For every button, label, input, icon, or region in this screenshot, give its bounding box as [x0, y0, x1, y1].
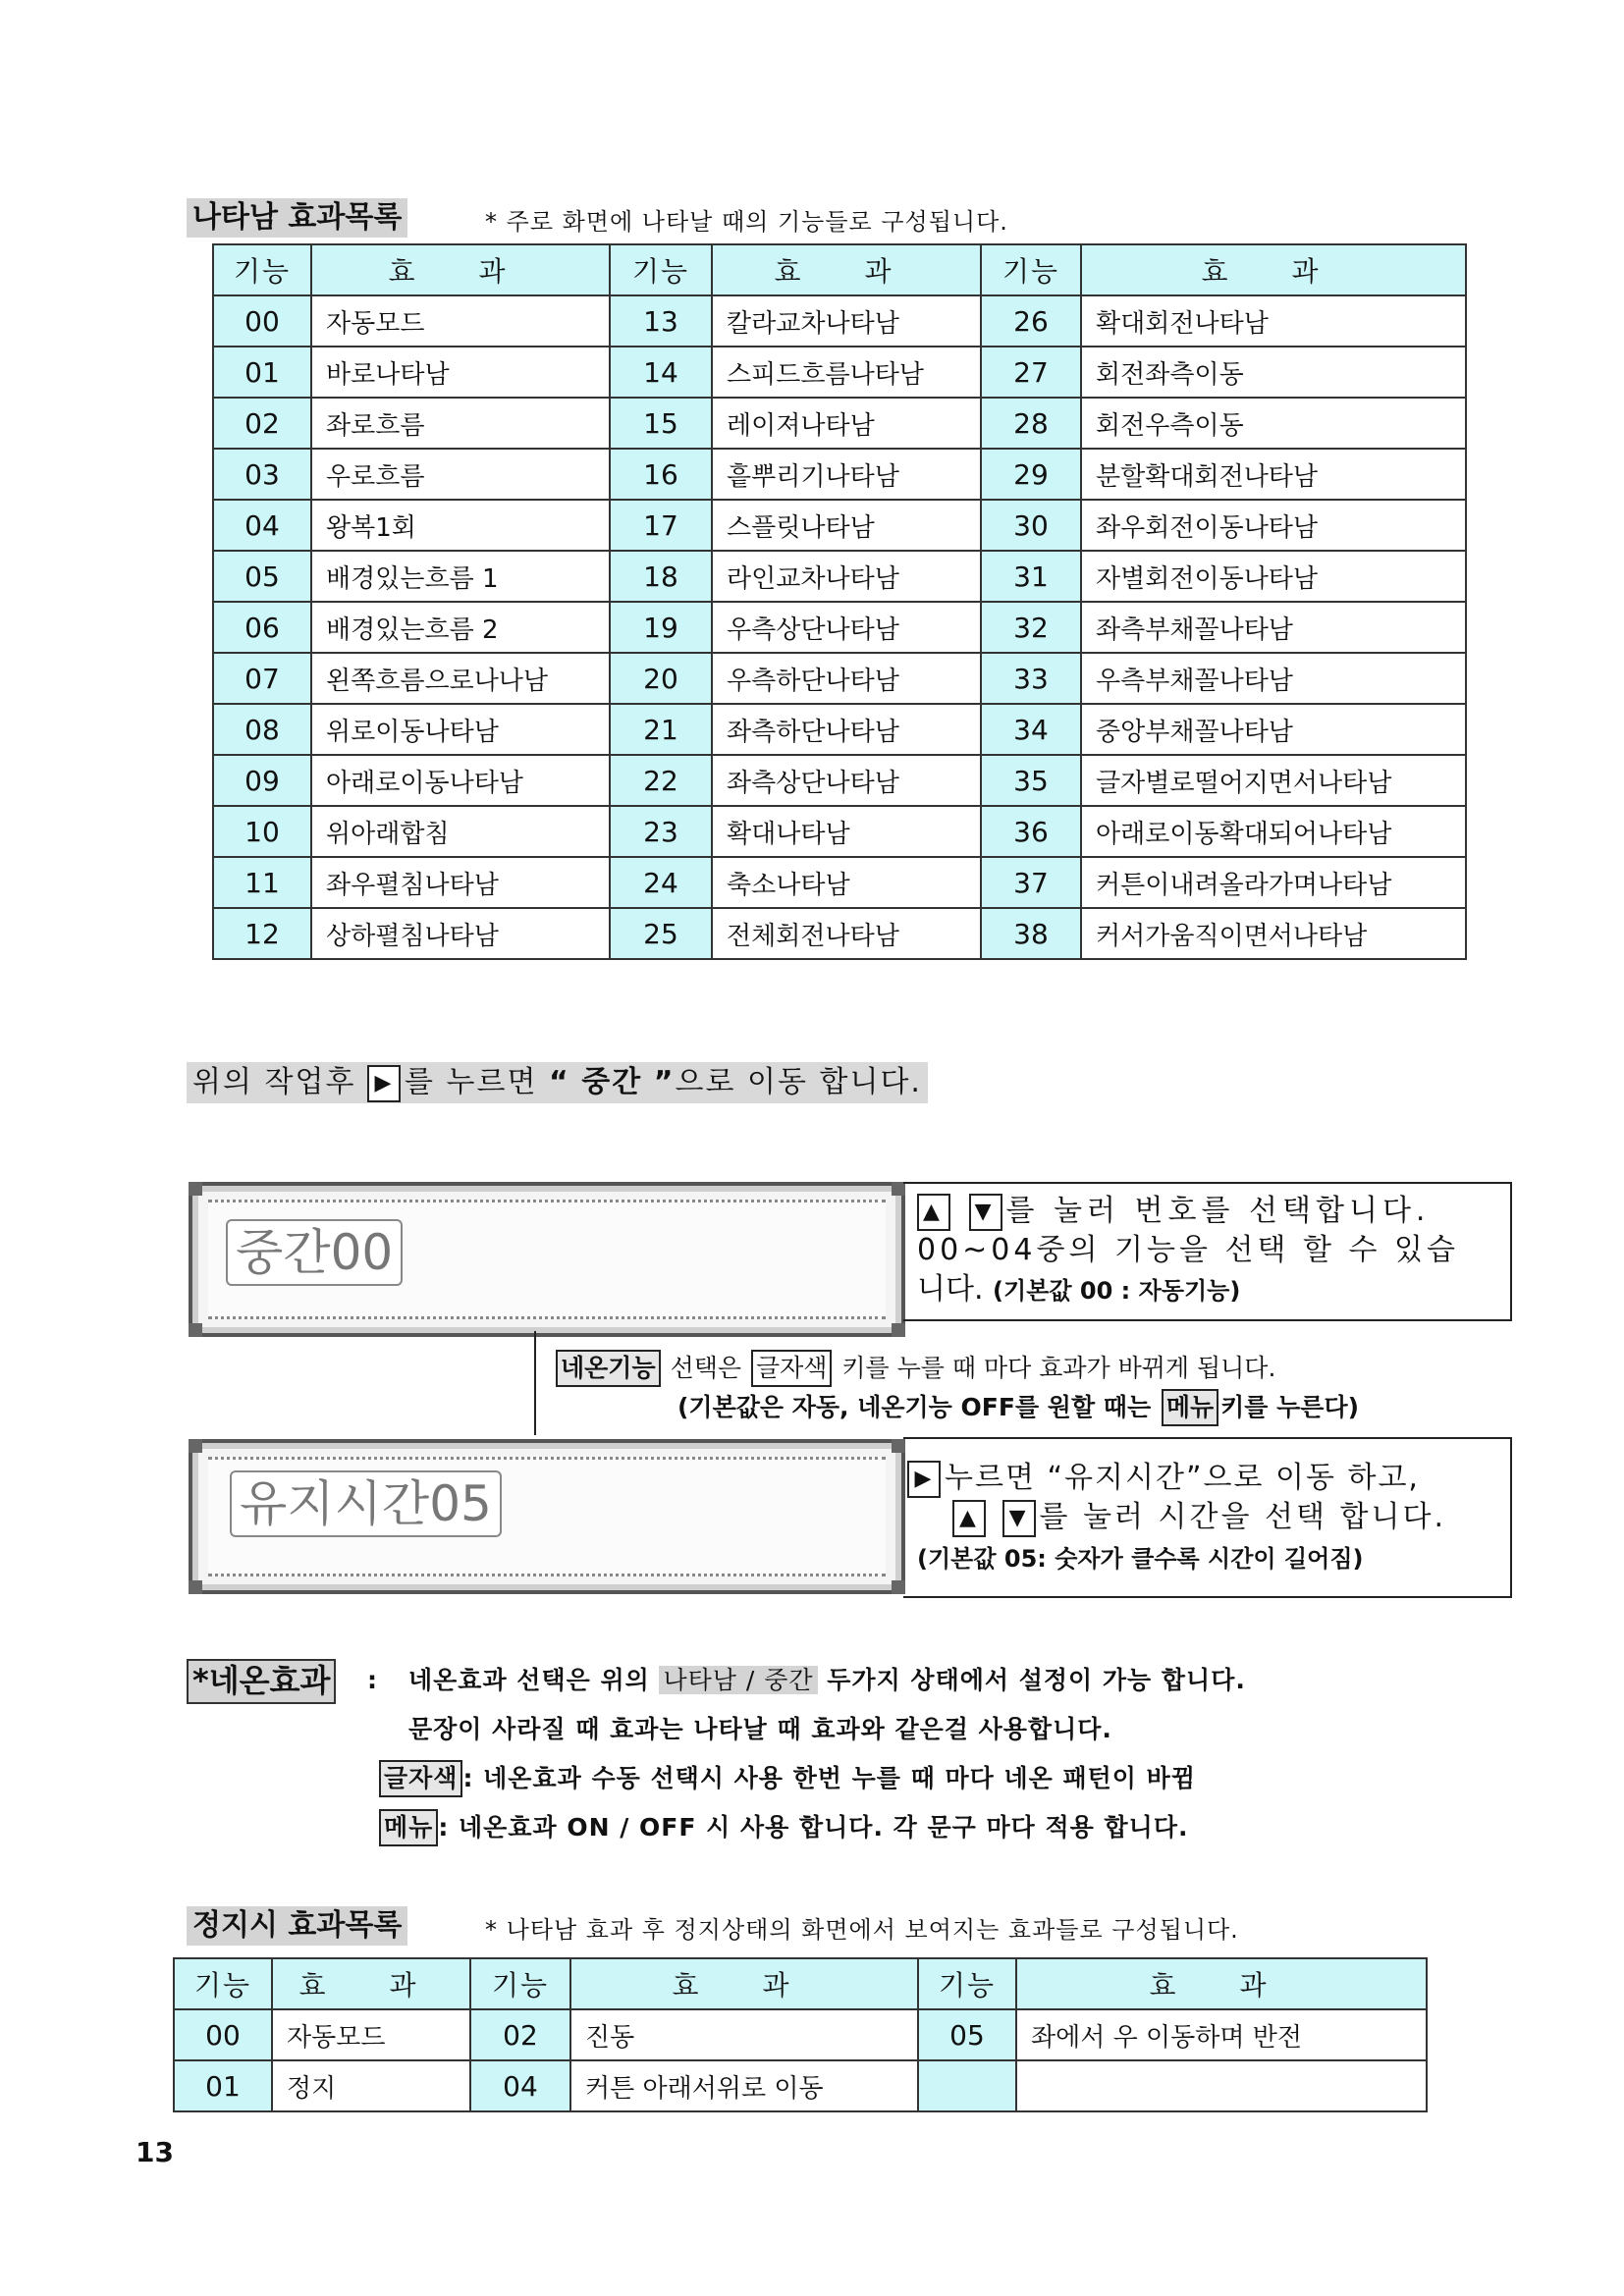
effect-name-cell: 왼쪽흐름으로나나남 — [311, 653, 610, 704]
effect-code-cell: 31 — [981, 551, 1081, 602]
header-effect: 효 과 — [272, 1958, 470, 2009]
effect-name-cell: 바로나타남 — [311, 347, 610, 398]
effect-name-cell: 커서가움직이면서나타남 — [1081, 908, 1466, 959]
panel2-desc-text2: 를 눌러 시간을 선택 합니다. — [1039, 1500, 1447, 1534]
hint-after: 를 누르면 — [404, 1065, 538, 1099]
effect-code-cell: 00 — [213, 295, 311, 347]
effect-code-cell: 13 — [610, 295, 712, 347]
table-row — [213, 653, 1466, 704]
menu-key: 메뉴 — [1162, 1389, 1218, 1426]
effect-name-cell: 좌측부채꼴나타남 — [1081, 602, 1466, 653]
connector-line — [534, 1331, 536, 1435]
hint-before: 위의 작업후 — [192, 1065, 356, 1099]
navigation-hint — [187, 1062, 928, 1103]
effect-code-cell: 02 — [470, 2009, 570, 2060]
display-panel-middle — [189, 1182, 905, 1337]
hint-quote-open: “ — [549, 1065, 570, 1099]
down-triangle-icon: ▼ — [1002, 1500, 1036, 1537]
effect-code-cell: 07 — [213, 653, 311, 704]
effect-name-cell: 스피드흐름나타남 — [712, 347, 981, 398]
table-row — [213, 449, 1466, 500]
header-code: 기능 — [213, 244, 311, 295]
neon-select-line2a: (기본값은 자동, 네온기능 OFF를 원할 때는 — [677, 1393, 1152, 1421]
effect-name-cell: 배경있는흐름 2 — [311, 602, 610, 653]
effect-code-cell: 19 — [610, 602, 712, 653]
appear-effects-table — [212, 243, 1467, 960]
header-effect: 효 과 — [311, 244, 610, 295]
menu-key: 메뉴 — [379, 1809, 438, 1846]
table-row — [213, 602, 1466, 653]
effect-code-cell: 24 — [610, 857, 712, 908]
effect-name-cell: 우측상단나타남 — [712, 602, 981, 653]
effect-name-cell: 확대회전나타남 — [1081, 295, 1466, 347]
effect-name-cell: 자별회전이동나타남 — [1081, 551, 1466, 602]
effect-name-cell: 위아래합침 — [311, 806, 610, 857]
effect-code-cell: 05 — [213, 551, 311, 602]
effect-code-cell: 35 — [981, 755, 1081, 806]
section1-title: 나타남 효과목록 — [187, 198, 407, 238]
up-triangle-icon: ▲ — [917, 1194, 950, 1231]
effect-name-cell: 좌에서 우 이동하며 반전 — [1016, 2009, 1427, 2060]
effect-name-cell: 정지 — [272, 2060, 470, 2111]
text-color-key: 글자색 — [751, 1350, 832, 1387]
header-code: 기능 — [981, 244, 1081, 295]
section1-note: * 주로 화면에 나타날 때의 기능들로 구성됩니다. — [485, 208, 1008, 236]
table-row — [213, 857, 1466, 908]
table-row — [213, 908, 1466, 959]
effect-code-cell: 11 — [213, 857, 311, 908]
table-row — [213, 398, 1466, 449]
effect-code-cell: 28 — [981, 398, 1081, 449]
panel1-desc-line2: 00~04중의 기능을 선택 할 수 있습 — [917, 1233, 1459, 1267]
effect-code-cell: 21 — [610, 704, 712, 755]
effect-name-cell: 회전우측이동 — [1081, 398, 1466, 449]
effect-name-cell: 우측부채꼴나타남 — [1081, 653, 1466, 704]
effect-code-cell: 34 — [981, 704, 1081, 755]
effect-name-cell: 진동 — [570, 2009, 918, 2060]
effect-name-cell: 배경있는흐름 1 — [311, 551, 610, 602]
effect-name-cell: 위로이동나타남 — [311, 704, 610, 755]
effect-code-cell: 33 — [981, 653, 1081, 704]
effect-code-cell: 10 — [213, 806, 311, 857]
effect-name-cell: 좌측상단나타남 — [712, 755, 981, 806]
neon-effect-states: 나타남 / 중간 — [659, 1666, 817, 1694]
effect-code-cell: 38 — [981, 908, 1081, 959]
effect-code-cell: 18 — [610, 551, 712, 602]
lcd-display-middle: 중간00 — [226, 1219, 403, 1286]
effect-code-cell: 02 — [213, 398, 311, 449]
effect-code-cell: 08 — [213, 704, 311, 755]
effect-name-cell: 전체회전나타남 — [712, 908, 981, 959]
effect-code-cell: 01 — [213, 347, 311, 398]
right-triangle-icon: ▶ — [907, 1461, 941, 1498]
hint-end: 으로 이동 합니다. — [675, 1065, 922, 1099]
effect-name-cell: 왕복1회 — [311, 500, 610, 551]
neon-select-line1 — [554, 1349, 1275, 1388]
table-row — [213, 551, 1466, 602]
effect-name-cell: 좌우펼침나타남 — [311, 857, 610, 908]
header-code: 기능 — [174, 1958, 272, 2009]
panel2-desc-line2 — [952, 1498, 1446, 1537]
effect-code-cell: 12 — [213, 908, 311, 959]
display-panel-hold-time — [189, 1439, 905, 1594]
page-number: 13 — [135, 2136, 174, 2168]
effect-name-cell: 우로흐름 — [311, 449, 610, 500]
table-header-row — [174, 1958, 1427, 2009]
effect-code-cell — [918, 2060, 1016, 2111]
effect-code-cell: 16 — [610, 449, 712, 500]
effect-name-cell — [1016, 2060, 1427, 2111]
panel1-default-value: (기본값 00 : 자동기능) — [993, 1277, 1241, 1305]
effect-code-cell: 23 — [610, 806, 712, 857]
effect-name-cell: 칼라교차나타남 — [712, 295, 981, 347]
effect-name-cell: 상하펼침나타남 — [311, 908, 610, 959]
section2-title: 정지시 효과목록 — [187, 1906, 407, 1946]
neon-effect-line4 — [379, 1808, 1188, 1847]
header-effect: 효 과 — [1081, 244, 1466, 295]
table-row — [213, 704, 1466, 755]
neon-function-key: 네온기능 — [556, 1350, 661, 1387]
table-row — [174, 2009, 1427, 2060]
neon-colon: : — [367, 1666, 378, 1694]
neon-effect-line2: 문장이 사라질 때 효과는 나타날 때 효과와 같은걸 사용합니다. — [408, 1715, 1112, 1743]
table-row — [213, 295, 1466, 347]
effect-code-cell: 14 — [610, 347, 712, 398]
neon-select-text2: 키를 누를 때 마다 효과가 바뀌게 됩니다. — [841, 1354, 1276, 1382]
header-code: 기능 — [918, 1958, 1016, 2009]
effect-name-cell: 분할확대회전나타남 — [1081, 449, 1466, 500]
neon-select-line2b: 키를 누른다) — [1220, 1393, 1360, 1421]
effect-name-cell: 글자별로떨어지면서나타남 — [1081, 755, 1466, 806]
effect-name-cell: 우측하단나타남 — [712, 653, 981, 704]
effect-name-cell: 좌우회전이동나타남 — [1081, 500, 1466, 551]
effect-code-cell: 30 — [981, 500, 1081, 551]
right-triangle-icon: ▶ — [367, 1065, 401, 1102]
effect-code-cell: 26 — [981, 295, 1081, 347]
effect-name-cell: 흩뿌리기나타남 — [712, 449, 981, 500]
effect-code-cell: 20 — [610, 653, 712, 704]
text-color-key: 글자색 — [379, 1760, 462, 1797]
stop-effects-table — [173, 1957, 1428, 2112]
neon-select-line2 — [677, 1388, 1359, 1427]
effect-code-cell: 09 — [213, 755, 311, 806]
neon-effect-line3-text: : 네온효과 수동 선택시 사용 한번 누를 때 마다 네온 패턴이 바뀜 — [462, 1764, 1196, 1792]
effect-name-cell: 아래로이동확대되어나타남 — [1081, 806, 1466, 857]
effect-name-cell: 좌로흐름 — [311, 398, 610, 449]
panel1-desc-line3 — [917, 1270, 1240, 1310]
table-header-row — [213, 244, 1466, 295]
neon-effect-title: *네온효과 — [187, 1659, 336, 1704]
effect-name-cell: 커튼이내려올라가며나타남 — [1081, 857, 1466, 908]
effect-code-cell: 05 — [918, 2009, 1016, 2060]
effect-code-cell: 00 — [174, 2009, 272, 2060]
panel1-desc-text1: 를 눌러 번호를 선택합니다. — [1005, 1194, 1431, 1228]
header-code: 기능 — [470, 1958, 570, 2009]
header-effect: 효 과 — [712, 244, 981, 295]
effect-code-cell: 01 — [174, 2060, 272, 2111]
effect-name-cell: 아래로이동나타남 — [311, 755, 610, 806]
effect-code-cell: 03 — [213, 449, 311, 500]
neon-effect-line4-text: : 네온효과 ON / OFF 시 사용 합니다. 각 문구 마다 적용 합니다. — [438, 1813, 1189, 1842]
header-code: 기능 — [610, 244, 712, 295]
effect-code-cell: 17 — [610, 500, 712, 551]
effect-code-cell: 29 — [981, 449, 1081, 500]
neon-effect-line3 — [379, 1759, 1196, 1798]
hint-quote-close: ” — [653, 1065, 676, 1099]
neon-effect-line1 — [408, 1661, 1246, 1700]
effect-code-cell: 36 — [981, 806, 1081, 857]
effect-name-cell: 자동모드 — [272, 2009, 470, 2060]
table-row — [213, 755, 1466, 806]
neon-select-text1: 선택은 — [670, 1354, 742, 1382]
effect-code-cell: 37 — [981, 857, 1081, 908]
panel2-default-value: (기본값 05: 숫자가 클수록 시간이 길어짐) — [917, 1545, 1364, 1573]
effect-name-cell: 확대나타남 — [712, 806, 981, 857]
effect-code-cell: 04 — [213, 500, 311, 551]
effect-code-cell: 06 — [213, 602, 311, 653]
panel1-desc-line3a: 니다. — [917, 1272, 984, 1307]
table-row — [213, 347, 1466, 398]
panel1-desc-line1 — [917, 1192, 1430, 1231]
table-row — [213, 500, 1466, 551]
effect-code-cell: 04 — [470, 2060, 570, 2111]
effect-name-cell: 커튼 아래서위로 이동 — [570, 2060, 918, 2111]
panel2-desc-line1 — [907, 1459, 1420, 1498]
hint-target: 중간 — [581, 1065, 643, 1099]
up-triangle-icon: ▲ — [952, 1500, 986, 1537]
effect-name-cell: 라인교차나타남 — [712, 551, 981, 602]
lcd-display-hold-time: 유지시간05 — [230, 1470, 502, 1537]
header-effect: 효 과 — [1016, 1958, 1427, 2009]
effect-name-cell: 축소나타남 — [712, 857, 981, 908]
down-triangle-icon: ▼ — [969, 1194, 1002, 1231]
effect-name-cell: 좌측하단나타남 — [712, 704, 981, 755]
effect-code-cell: 32 — [981, 602, 1081, 653]
effect-name-cell: 레이져나타남 — [712, 398, 981, 449]
effect-code-cell: 27 — [981, 347, 1081, 398]
neon-effect-line1b: 두가지 상태에서 설정이 가능 합니다. — [827, 1666, 1246, 1694]
table-row — [213, 806, 1466, 857]
effect-code-cell: 15 — [610, 398, 712, 449]
section2-note: * 나타남 효과 후 정지상태의 화면에서 보여지는 효과들로 구성됩니다. — [485, 1916, 1239, 1944]
table-row — [174, 2060, 1427, 2111]
effect-name-cell: 회전좌측이동 — [1081, 347, 1466, 398]
effect-name-cell: 중앙부채꼴나타남 — [1081, 704, 1466, 755]
header-effect: 효 과 — [570, 1958, 918, 2009]
effect-code-cell: 25 — [610, 908, 712, 959]
panel2-desc-text1: 누르면 “유지시간”으로 이동 하고, — [945, 1461, 1420, 1495]
effect-code-cell: 22 — [610, 755, 712, 806]
effect-name-cell: 스플릿나타남 — [712, 500, 981, 551]
neon-effect-line1a: 네온효과 선택은 위의 — [408, 1666, 650, 1694]
effect-name-cell: 자동모드 — [311, 295, 610, 347]
